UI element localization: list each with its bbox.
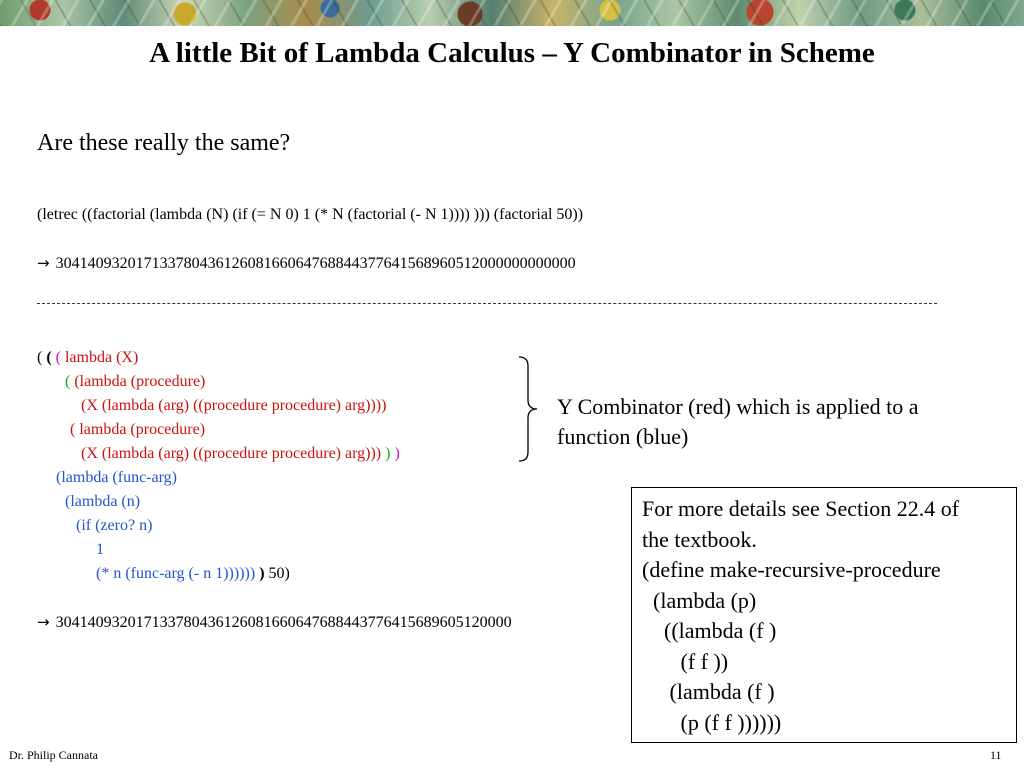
details-line: (define make-recursive-procedure	[642, 557, 941, 582]
details-line: ((lambda (f )	[642, 618, 777, 643]
expr-line-1	[37, 348, 138, 368]
slide-title: A little Bit of Lambda Calculus – Y Combinator in Scheme	[149, 37, 875, 69]
recursive-call-text: (* n (func-arg (- n 1))))))	[96, 565, 260, 582]
paren-open-black: (	[37, 349, 47, 366]
separator-line	[37, 303, 937, 304]
right-brace-icon	[517, 356, 541, 462]
footer-author: Dr. Philip Cannata	[9, 748, 98, 762]
details-line: (lambda (p)	[642, 587, 757, 613]
expr-line-7: (lambda (n)	[65, 493, 141, 510]
letrec-expression: (letrec ((factorial (lambda (N) (if (= N 0) 1 (* N (factorial (- N 1)))) ))) (factorial 50))	[37, 206, 584, 223]
details-line: For more details see Section 22.4 of	[642, 496, 960, 521]
details-line: (lambda (f )	[642, 679, 775, 704]
details-line: (f f ))	[642, 648, 729, 674]
argument-50-text: 50)	[268, 565, 290, 582]
arrow-icon: →	[37, 613, 50, 631]
stained-glass-banner	[0, 0, 1024, 26]
expr-line-3: (X (lambda (arg) ((procedure procedure) arg))))	[81, 397, 387, 414]
question-text: Are these really the same?	[37, 130, 291, 156]
expr-line-4: ( lambda (procedure)	[70, 421, 206, 438]
paren-open-green: (	[65, 373, 75, 390]
details-line: (p (f f ))))))	[642, 709, 782, 735]
expr-line-5	[81, 444, 400, 464]
arrow-icon: →	[37, 254, 50, 272]
x-lambda-arg-text: (X (lambda (arg) ((procedure procedure) arg)))	[81, 445, 386, 462]
y-combinator-note: Y Combinator (red) which is applied to a function (blue)	[557, 394, 919, 449]
expr-line-9: 1	[96, 541, 104, 558]
result-line-2	[37, 612, 512, 633]
paren-open-bold: (	[46, 349, 56, 366]
expr-line-2	[65, 372, 205, 392]
lambda-procedure-text: (lambda (procedure)	[74, 373, 206, 390]
details-box	[631, 487, 1017, 743]
paren-close-magenta: )	[394, 445, 400, 462]
details-line: the textbook.	[642, 526, 757, 552]
expr-line-10	[96, 564, 290, 584]
paren-open-magenta: (	[55, 349, 65, 366]
expr-line-6: (lambda (func-arg)	[56, 469, 177, 486]
expr-line-8: (if (zero? n)	[76, 517, 153, 534]
paren-close-bold: )	[259, 565, 269, 582]
footer-page-number: 11	[990, 748, 1002, 762]
result-line-1	[37, 253, 576, 274]
lambda-x-text: lambda (X)	[64, 349, 139, 366]
paren-close-green: )	[385, 445, 395, 462]
result-value: 30414093201713378043612608166064768844377641568960512000000000000	[55, 255, 576, 272]
result-value-partial: 304140932017133780436126081660647688443776415689605120000	[55, 614, 512, 631]
